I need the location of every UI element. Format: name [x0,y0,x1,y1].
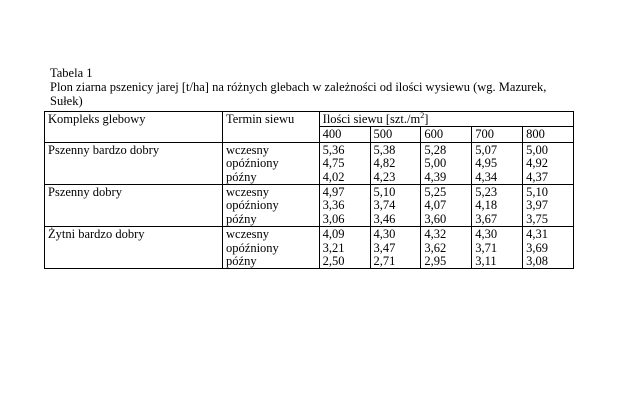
rate-header: 600 [421,127,472,142]
yield-values [421,185,472,227]
yield-values [523,227,574,269]
yield-value: 5,07 [475,142,498,157]
yield-value: 4,34 [475,169,498,184]
yield-value: 4,97 [322,185,345,200]
yield-value: 3,71 [475,240,498,255]
term: wczesny [226,185,270,200]
yield-values [523,185,574,227]
yield-value: 5,25 [424,185,447,200]
yield-value: 4,18 [475,198,498,213]
yield-value: 5,00 [526,142,548,157]
rate-header: 400 [319,127,370,142]
rate-header: 800 [523,127,574,142]
header-sowing-sup: 2 [420,110,425,120]
table-row [45,227,574,269]
term: późny [226,169,257,184]
yield-value: 3,47 [373,240,396,255]
header-sowing-suffix: ] [424,112,429,126]
soil-complex: Żytni bardzo dobry [45,227,223,269]
yield-values [370,142,421,184]
header-sowing-rate [319,112,573,127]
term: późny [226,211,257,226]
table-caption [50,66,560,108]
yield-value: 3,11 [475,254,497,269]
yield-value: 4,95 [475,156,498,171]
yield-values [523,142,574,184]
yield-value: 4,30 [373,227,396,242]
yield-value: 4,09 [322,227,345,242]
yield-values [319,227,370,269]
yield-value: 5,28 [424,142,447,157]
yield-value: 4,82 [373,156,396,171]
soil-complex: Pszenny dobry [45,185,223,227]
yield-value: 4,07 [424,198,447,213]
yield-table [44,111,574,269]
yield-value: 3,21 [322,240,345,255]
term: wczesny [226,142,270,157]
table-row [45,185,574,227]
yield-value: 3,67 [475,211,498,226]
yield-value: 3,06 [322,211,345,226]
yield-values [472,185,523,227]
yield-value: 5,10 [526,185,548,200]
term: opóźniony [226,198,279,213]
yield-value: 3,69 [526,240,548,255]
yield-value: 4,39 [424,169,447,184]
yield-value: 2,71 [373,254,396,269]
yield-value: 3,46 [373,211,396,226]
yield-value: 2,95 [424,254,447,269]
yield-value: 5,36 [322,142,345,157]
yield-value: 3,36 [322,198,345,213]
caption-text: Plon ziarna pszenicy jarej [t/ha] na różnych glebach w zależności od ilości wysiewu (wg. Mazurek, Sułek) [50,80,547,108]
yield-value: 5,23 [475,185,498,200]
yield-value: 4,31 [526,227,548,242]
soil-complex: Pszenny bardzo dobry [45,142,223,184]
yield-value: 3,74 [373,198,396,213]
yield-value: 5,10 [373,185,396,200]
rate-header: 500 [370,127,421,142]
header-sowing-prefix: Ilości siewu [szt./m [322,112,421,126]
yield-values [421,227,472,269]
term: opóźniony [226,156,279,171]
yield-values [319,185,370,227]
header-term: Termin siewu [223,112,320,143]
yield-values [370,185,421,227]
caption-label: Tabela 1 [50,66,93,80]
header-row [45,112,574,127]
yield-value: 5,38 [373,142,396,157]
yield-value: 2,50 [322,254,345,269]
yield-value: 4,30 [475,227,498,242]
yield-values [319,142,370,184]
yield-value: 4,32 [424,227,447,242]
sowing-terms [223,142,320,184]
yield-value: 4,37 [526,169,548,184]
yield-value: 3,08 [526,254,548,269]
yield-values [421,142,472,184]
yield-value: 4,92 [526,156,548,171]
table-row [45,142,574,184]
yield-values [370,227,421,269]
yield-value: 4,02 [322,169,345,184]
yield-value: 3,60 [424,211,447,226]
yield-value: 4,75 [322,156,345,171]
yield-values [472,142,523,184]
sowing-terms [223,227,320,269]
header-complex: Kompleks glebowy [45,112,223,143]
yield-value: 5,00 [424,156,447,171]
term: opóźniony [226,240,279,255]
yield-value: 4,23 [373,169,396,184]
rate-header: 700 [472,127,523,142]
yield-value: 3,62 [424,240,447,255]
yield-value: 3,97 [526,198,548,213]
term: późny [226,254,257,269]
yield-value: 3,75 [526,211,548,226]
sowing-terms [223,185,320,227]
yield-values [472,227,523,269]
term: wczesny [226,227,270,242]
